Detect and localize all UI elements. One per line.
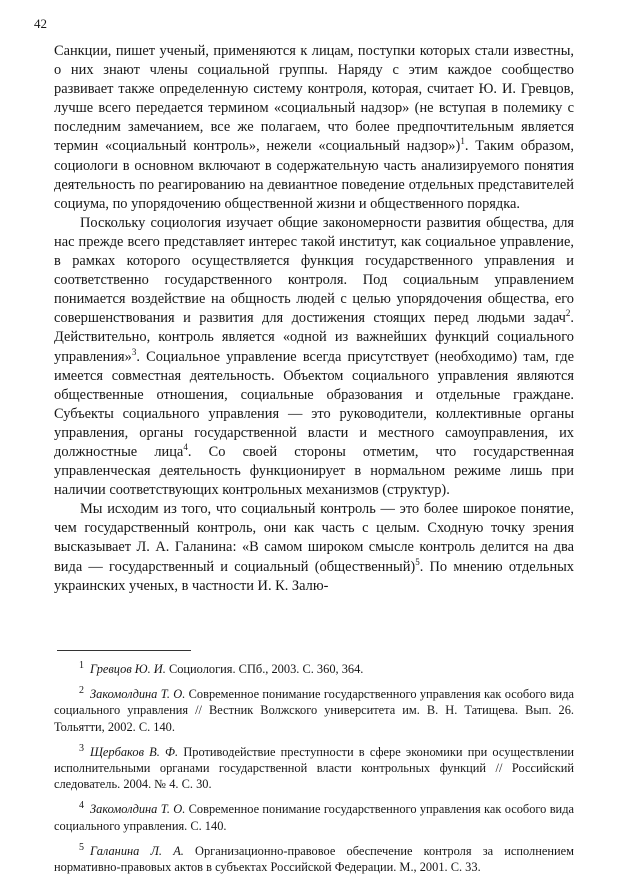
paragraph-text: . Таким образом, социологи в основном включают в содержательную часть анализируемого понятия деятельность по реагированию на девиантное поведение отдельных представителей социума, по упорядочению общественной жизни и общественного порядка.	[54, 138, 574, 212]
paragraph-text: Мы исходим из того, что социальный контроль — это более широкое понятие, чем государственный контроль, они как часть с целым. Сходную точку зрения высказывает Л. А. Галанина: «В самом широком смысле контроль делится на два вида — государственный и социальный (общественный)	[54, 501, 574, 575]
footnote-body: Противодействие преступности в сфере экономики при осуществлении исполнительными органами государственной власти контрольных функций // Российский следователь. 2004. № 4. С. 30.	[54, 744, 574, 792]
footnote-ref: 4	[183, 442, 188, 453]
main-text	[54, 42, 574, 596]
footnote-2	[54, 686, 574, 735]
paragraph-1	[54, 42, 574, 214]
paragraph-text: . Социальное управление всегда присутствует (необходимо) там, где имеется совместная деятельность. Объектом социального управления являются общественные отношения, социальные образования и отдельные граждане. Субъекты социального управления — это руководители, коллективные органы управления, органы государственной власти и местного самоуправления, их должностные лица	[54, 348, 574, 460]
footnote-author: Щербаков В. Ф.	[90, 744, 179, 759]
footnote-number: 2	[79, 685, 84, 697]
footnote-3	[54, 744, 574, 793]
footnotes-section	[54, 661, 574, 884]
footnote-number: 4	[79, 800, 84, 812]
paragraph-text: Поскольку социология изучает общие закономерности развития общества, для нас прежде всего представляет интерес такой институт, как социальное управление, в рамках которого осуществляется функция государственного управления и соответственно государственного контроля. Под социальным управлением понимается воздействие на общность людей с целью упорядочения общества, его совершенствования и развития для достижения стоящих перед людьми задач	[54, 214, 574, 327]
footnote-number: 5	[79, 841, 84, 853]
footnote-separator	[57, 650, 191, 651]
footnote-body: Организационно-правовое обеспечение контроля за исполнением нормативно-правовых актов в субъектах Российской Федерации. М., 2001. С. 33.	[54, 843, 574, 875]
footnote-author: Гревцов Ю. И.	[90, 662, 166, 676]
paragraph-2	[54, 214, 574, 500]
footnote-number: 1	[79, 659, 84, 671]
footnote-body: Современное понимание государственного управления как особого вида социального управления. С. 140.	[54, 802, 574, 833]
paragraph-text: . По мнению отдельных украинских ученых, в частности И. К. Залю-	[54, 558, 575, 594]
paragraph-text: Санкции, пишет ученый, применяются к лицам, поступки которых стали известны, о них знают члены социальной группы. Наряду с этим каждое сообщество развивает также определенную систему контроля, которая, считает Ю. И. Гревцов, лучше всего передается термином «социальный надзор» (не вступая в полемику с последним замечанием, все же полагаем, что более предпочтительным является термин «социальный контроль», нежели «социальный надзор»)	[54, 43, 574, 155]
footnote-author: Закомолдина Т. О.	[90, 802, 186, 817]
footnote-5	[54, 843, 574, 875]
footnote-body: Современное понимание государственного управления как особого вида социального управления // Вестник Волжского университета им. В. Н. Татищева. Вып. 26. Тольятти, 2002. С. 140.	[54, 687, 574, 734]
footnote-ref: 2	[565, 308, 571, 319]
footnote-1	[54, 661, 574, 677]
footnote-ref: 3	[131, 346, 137, 357]
paragraph-3	[54, 500, 574, 595]
footnote-number: 3	[79, 742, 84, 754]
footnote-ref: 5	[415, 556, 420, 567]
page-number: 42	[34, 16, 47, 31]
paragraph-text: . Со своей стороны отметим, что государственная управленческая деятельность функционирует в нормальном режиме лишь при наличии соответствующих контрольных механизмов (структур).	[54, 443, 574, 499]
footnote-ref: 1	[460, 136, 465, 147]
footnote-4	[54, 801, 574, 833]
footnote-author: Закомолдина Т. О.	[90, 687, 186, 702]
footnote-body: Социология. СПб., 2003. С. 360, 364.	[168, 662, 364, 676]
footnote-author: Галанина Л. А.	[90, 843, 184, 858]
paragraph-text: . Действительно, контроль является «одной из важнейших функций социального управления»	[54, 310, 574, 365]
